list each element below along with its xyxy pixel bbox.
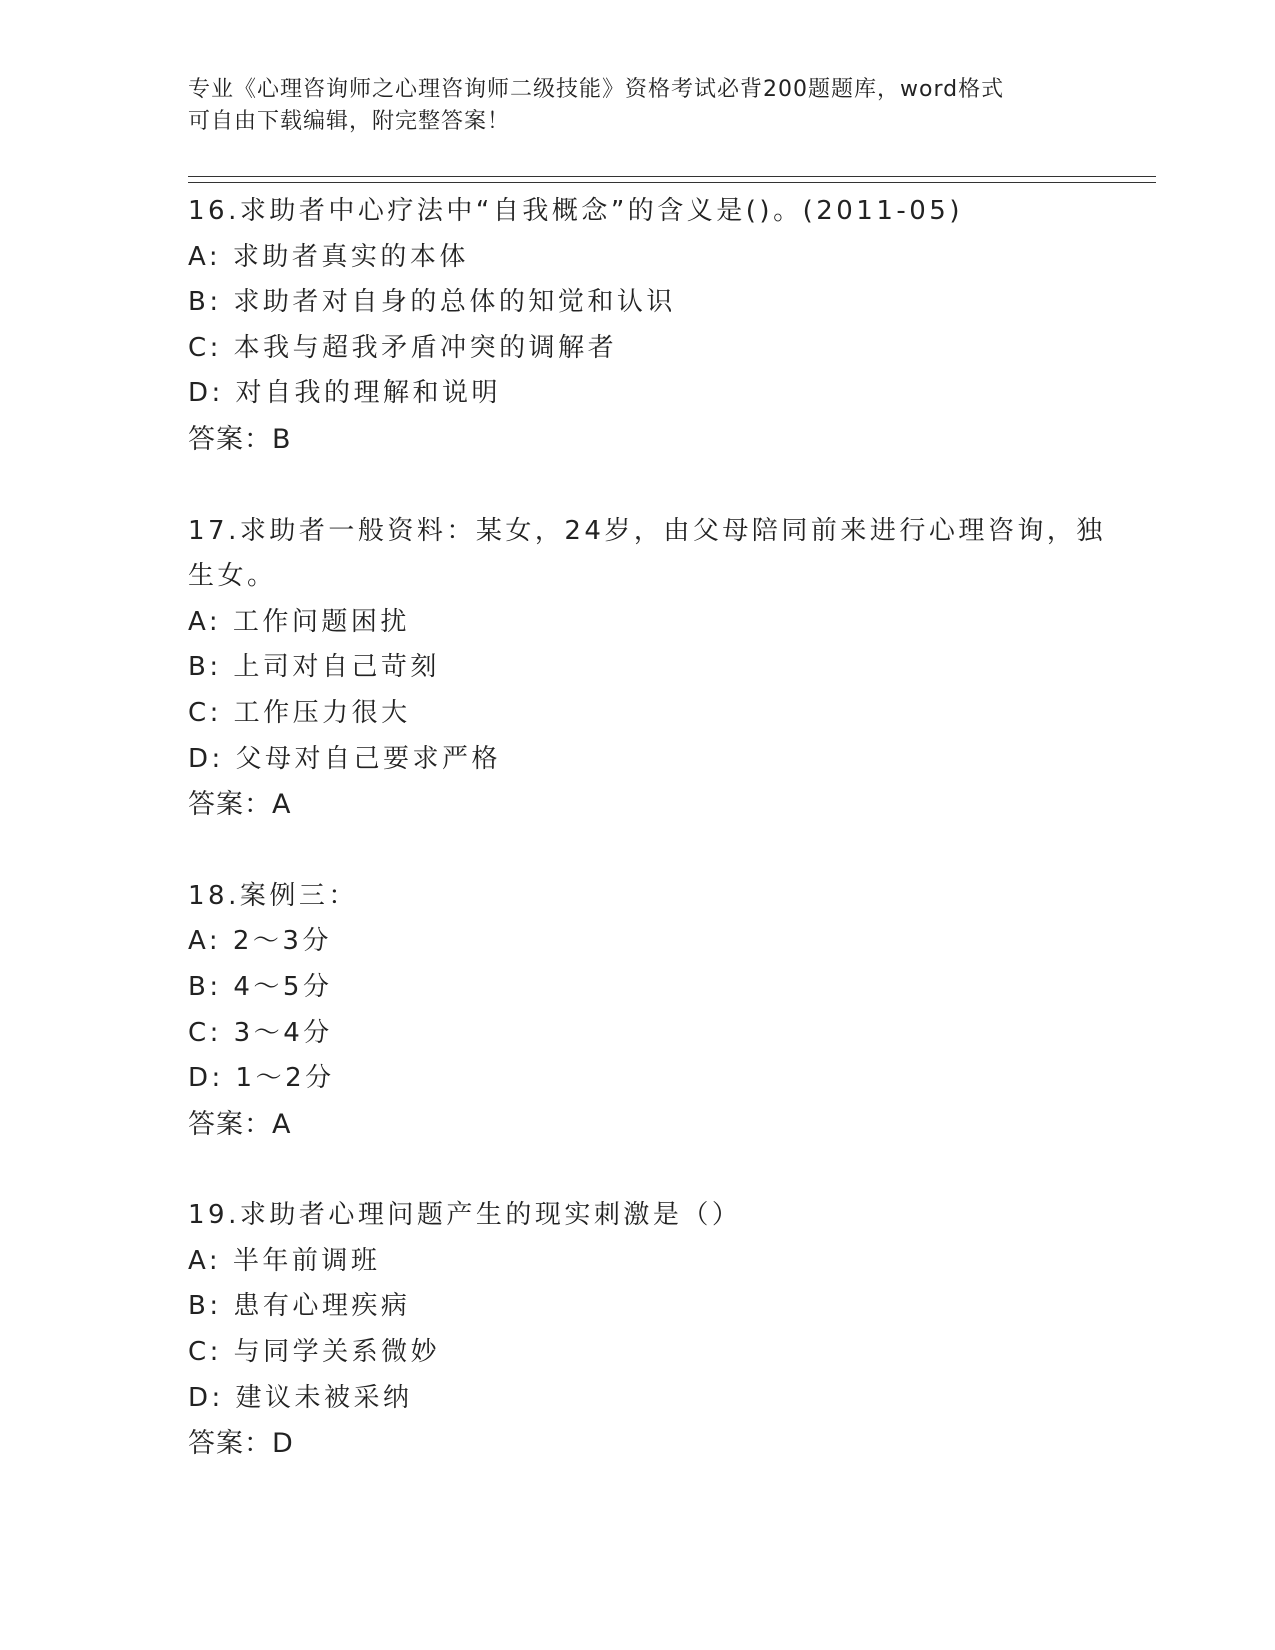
question-stem: 16.求助者中心疗法中“自我概念”的含义是()。(2011-05) — [188, 196, 963, 226]
question-stem: 17.求助者一般资料：某女，24岁，由父母陪同前来进行心理咨询，独 — [188, 515, 1106, 546]
document-header — [188, 74, 1088, 138]
option-d: D: 1～2分 — [188, 1063, 335, 1094]
question-list — [188, 189, 1106, 1513]
option-b: B: 求助者对自身的总体的知觉和认识 — [188, 287, 676, 318]
answer-label: 答案：B — [188, 423, 292, 455]
option-d: D: 建议未被采纳 — [188, 1382, 413, 1413]
header-line-1: 专业《心理咨询师之心理咨询师二级技能》资格考试必背200题题库，word格式 — [188, 77, 1005, 102]
option-b: B: 上司对自己苛刻 — [188, 652, 440, 683]
option-c: C: 本我与超我矛盾冲突的调解者 — [188, 332, 618, 363]
question-16 — [188, 189, 1088, 463]
question-stem: 18.案例三： — [188, 880, 358, 911]
question-19 — [188, 1193, 1088, 1467]
option-d: D: 父母对自己要求严格 — [188, 743, 502, 774]
option-c: C: 3～4分 — [188, 1017, 333, 1048]
header-divider-bottom — [188, 182, 1156, 183]
option-d: D: 对自我的理解和说明 — [188, 378, 502, 409]
option-a: A: 半年前调班 — [188, 1245, 381, 1276]
answer-label: 答案：A — [188, 1108, 292, 1140]
header-line-2: 可自由下载编辑，附完整答案！ — [188, 109, 511, 134]
option-c: C: 工作压力很大 — [188, 697, 411, 728]
question-18 — [188, 874, 1088, 1148]
option-b: B: 4～5分 — [188, 971, 333, 1002]
answer-label: 答案：A — [188, 789, 292, 821]
question-stem: 19.求助者心理问题产生的现实刺激是（） — [188, 1200, 742, 1231]
question-17 — [188, 509, 1106, 828]
option-a: A: 2～3分 — [188, 926, 332, 957]
header-divider-top — [188, 176, 1156, 177]
option-a: A: 求助者真实的本体 — [188, 241, 469, 272]
question-stem-continued: 生女。 — [188, 561, 277, 592]
option-a: A: 工作问题困扰 — [188, 606, 410, 637]
answer-label: 答案：D — [188, 1428, 294, 1460]
option-c: C: 与同学关系微妙 — [188, 1337, 441, 1368]
option-b: B: 患有心理疾病 — [188, 1291, 411, 1322]
